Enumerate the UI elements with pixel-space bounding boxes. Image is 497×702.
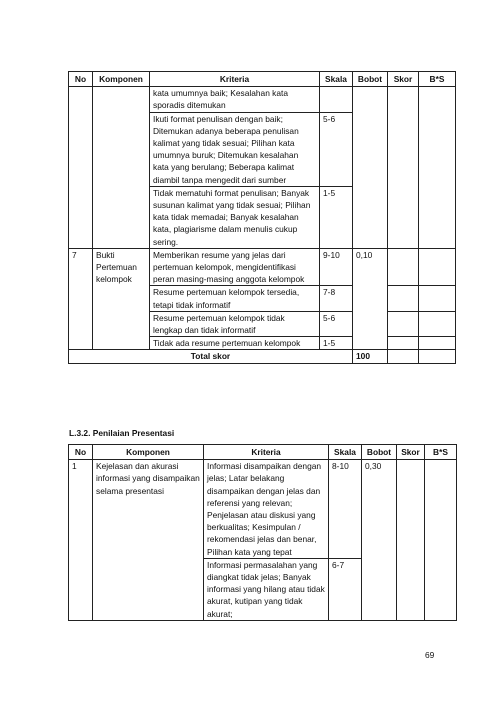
- criteria-cell: Tidak ada resume pertemuan kelompok: [150, 337, 320, 350]
- criteria-cell: kata umumnya baik; Kesalahan kata sporadis ditemukan: [150, 87, 320, 112]
- skala-cell: 9-10: [320, 248, 353, 286]
- row-no: 7: [69, 248, 93, 350]
- col-header-bs: B*S: [419, 72, 456, 87]
- skala-cell: 1-5: [320, 337, 353, 350]
- col-header-bs: B*S: [425, 445, 457, 460]
- skala-cell: 7-8: [320, 286, 353, 311]
- col-header-komponen: Komponen: [93, 72, 150, 87]
- total-bs-cell: [419, 350, 456, 363]
- skor-cell: [397, 460, 425, 621]
- skala-cell: [320, 87, 353, 112]
- criteria-cell: Tidak mematuhi format penulisan; Banyak susunan kalimat yang tidak sesuai; Pilihan kata tidak memadai; Banyak kesalahan kata, plagiarisme dalam menulis cukup sering.: [150, 186, 320, 248]
- criteria-cell: Resume pertemuan kelompok tidak lengkap dan tidak informatif: [150, 311, 320, 336]
- col-header-kriteria: Kriteria: [150, 72, 320, 87]
- bs-cell: [419, 286, 456, 311]
- bobot-cell: 0,30: [362, 460, 397, 621]
- row-komponen: Bukti Pertemuan kelompok: [93, 248, 150, 350]
- table-header-row: [69, 445, 457, 460]
- skor-cell: [388, 87, 419, 249]
- skor-cell: [388, 286, 419, 311]
- row-no: 1: [69, 460, 93, 621]
- col-header-skala: Skala: [320, 72, 353, 87]
- skor-cell: [388, 337, 419, 350]
- assessment-table-1: [68, 71, 456, 364]
- assessment-table-2: [68, 444, 457, 621]
- bobot-cell: 0,10: [353, 248, 388, 350]
- bs-cell: [419, 87, 456, 249]
- page-number: 69: [425, 650, 435, 660]
- criteria-cell: Ikuti format penulisan dengan baik; Ditemukan adanya beberapa penulisan kalimat yang tidak sesuai; Pilihan kata umumnya buruk; Ditemukan kesalahan kata yang berulang; Beberapa kalimat diambil tanpa mengedit dari sumber: [150, 112, 320, 186]
- bobot-cell: [353, 87, 388, 249]
- skala-cell: 5-6: [320, 311, 353, 336]
- bs-cell: [419, 337, 456, 350]
- total-row: [69, 350, 456, 363]
- col-header-kriteria: Kriteria: [204, 445, 329, 460]
- table-row: [69, 248, 456, 286]
- skor-cell: [388, 248, 419, 286]
- table-header-row: [69, 72, 456, 87]
- col-header-no: No: [69, 72, 93, 87]
- total-value: 100: [353, 350, 388, 363]
- total-label: Total skor: [69, 350, 353, 363]
- col-header-skor: Skor: [388, 72, 419, 87]
- col-header-skor: Skor: [397, 445, 425, 460]
- skala-cell: 8-10: [329, 460, 362, 559]
- total-skor-cell: [388, 350, 419, 363]
- row-komponen: Kejelasan dan akurasi informasi yang disampaikan selama presentasi: [93, 460, 204, 621]
- criteria-cell: Resume pertemuan kelompok tersedia, tetapi tidak informatif: [150, 286, 320, 311]
- col-header-skala: Skala: [329, 445, 362, 460]
- section-title: L.3.2. Penilaian Presentasi: [69, 428, 175, 438]
- skala-cell: 1-5: [320, 186, 353, 248]
- bs-cell: [419, 311, 456, 336]
- table-row: [69, 460, 457, 559]
- skala-cell: 6-7: [329, 558, 362, 620]
- criteria-cell: Memberikan resume yang jelas dari pertemuan kelompok, mengidentifikasi peran masing-masing anggota kelompok: [150, 248, 320, 286]
- col-header-bobot: Bobot: [362, 445, 397, 460]
- row-no: [69, 87, 93, 249]
- criteria-cell: Informasi disampaikan dengan jelas; Latar belakang disampaikan dengan jelas dan referensi yang relevan; Penjelasan atau diskusi yang berkualitas; Kesimpulan / rekomendasi jelas dan benar, Pilihan kata yang tepat: [204, 460, 329, 559]
- table-row: [69, 87, 456, 112]
- row-komponen: [93, 87, 150, 249]
- skor-cell: [388, 311, 419, 336]
- col-header-no: No: [69, 445, 93, 460]
- skala-cell: 5-6: [320, 112, 353, 186]
- criteria-cell: Informasi permasalahan yang diangkat tidak jelas; Banyak informasi yang hilang atau tidak akurat, kutipan yang tidak akurat;: [204, 558, 329, 620]
- col-header-bobot: Bobot: [353, 72, 388, 87]
- bs-cell: [425, 460, 457, 621]
- bs-cell: [419, 248, 456, 286]
- col-header-komponen: Komponen: [93, 445, 204, 460]
